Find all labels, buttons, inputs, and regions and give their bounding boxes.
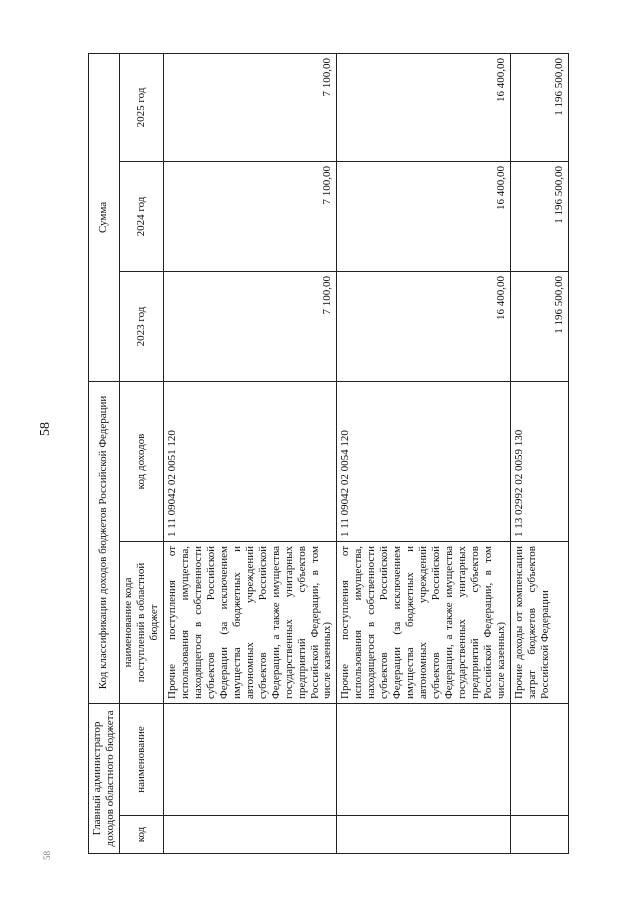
table-row [511,53,569,853]
row-name [511,703,569,815]
header-code: код [119,816,163,854]
row-revenue-code: 1 11 09042 02 0054 120 [337,381,511,541]
table-row [337,53,511,853]
row-revenue-name: Прочие поступления от использования имущества, находящегося в собственности субъектов Российской Федерации (за исключением имущества бюджетных и автономных учреждений субъектов Российской Федерации, а также имущества государственных унитарных предприятий субъектов Российской Федерации, в том числе казенных) [163,541,337,703]
row-code [163,816,337,854]
table-row [163,53,337,853]
row-code [337,816,511,854]
header-year-2023: 2023 год [119,271,163,381]
row-value-2024: 7 100,00 [163,161,337,271]
header-revenue-name: наименование кода поступлений в областной бюджет [119,541,163,703]
row-revenue-code: 1 11 09042 02 0051 120 [163,381,337,541]
row-revenue-code: 1 13 02992 02 0059 130 [511,381,569,541]
revenue-table [88,53,569,854]
row-value-2025: 1 196 500,00 [511,53,569,161]
row-value-2023: 16 400,00 [337,271,511,381]
row-code [511,816,569,854]
row-value-2025: 7 100,00 [163,53,337,161]
row-value-2023: 1 196 500,00 [511,271,569,381]
row-value-2023: 7 100,00 [163,271,337,381]
row-revenue-name: Прочие доходы от компенсации затрат бюджетов субъектов Российской Федерации [511,541,569,703]
rotated-table-page [88,54,566,854]
page-number: 58 [38,422,53,436]
row-name [163,703,337,815]
row-value-2024: 1 196 500,00 [511,161,569,271]
header-year-2024: 2024 год [119,161,163,271]
row-value-2024: 16 400,00 [337,161,511,271]
header-sum: Сумма [89,53,120,381]
row-value-2025: 16 400,00 [337,53,511,161]
header-name: наименование [119,703,163,815]
header-year-2025: 2025 год [119,53,163,161]
row-revenue-name: Прочие поступления от использования имущества, находящегося в собственности субъектов Российской Федерации (за исключением имущества бюджетных и автономных учреждений субъектов Российской Федерации, а также имущества государственных унитарных предприятий субъектов Российской Федерации, в том числе казенных) [337,541,511,703]
header-classification: Код классификации доходов бюджетов Российской Федерации [89,381,120,703]
header-revenue-code: код доходов [119,381,163,541]
header-admin: Главный администратор доходов областного бюджета [89,703,120,853]
row-name [337,703,511,815]
margin-mark: 58 [42,851,52,860]
